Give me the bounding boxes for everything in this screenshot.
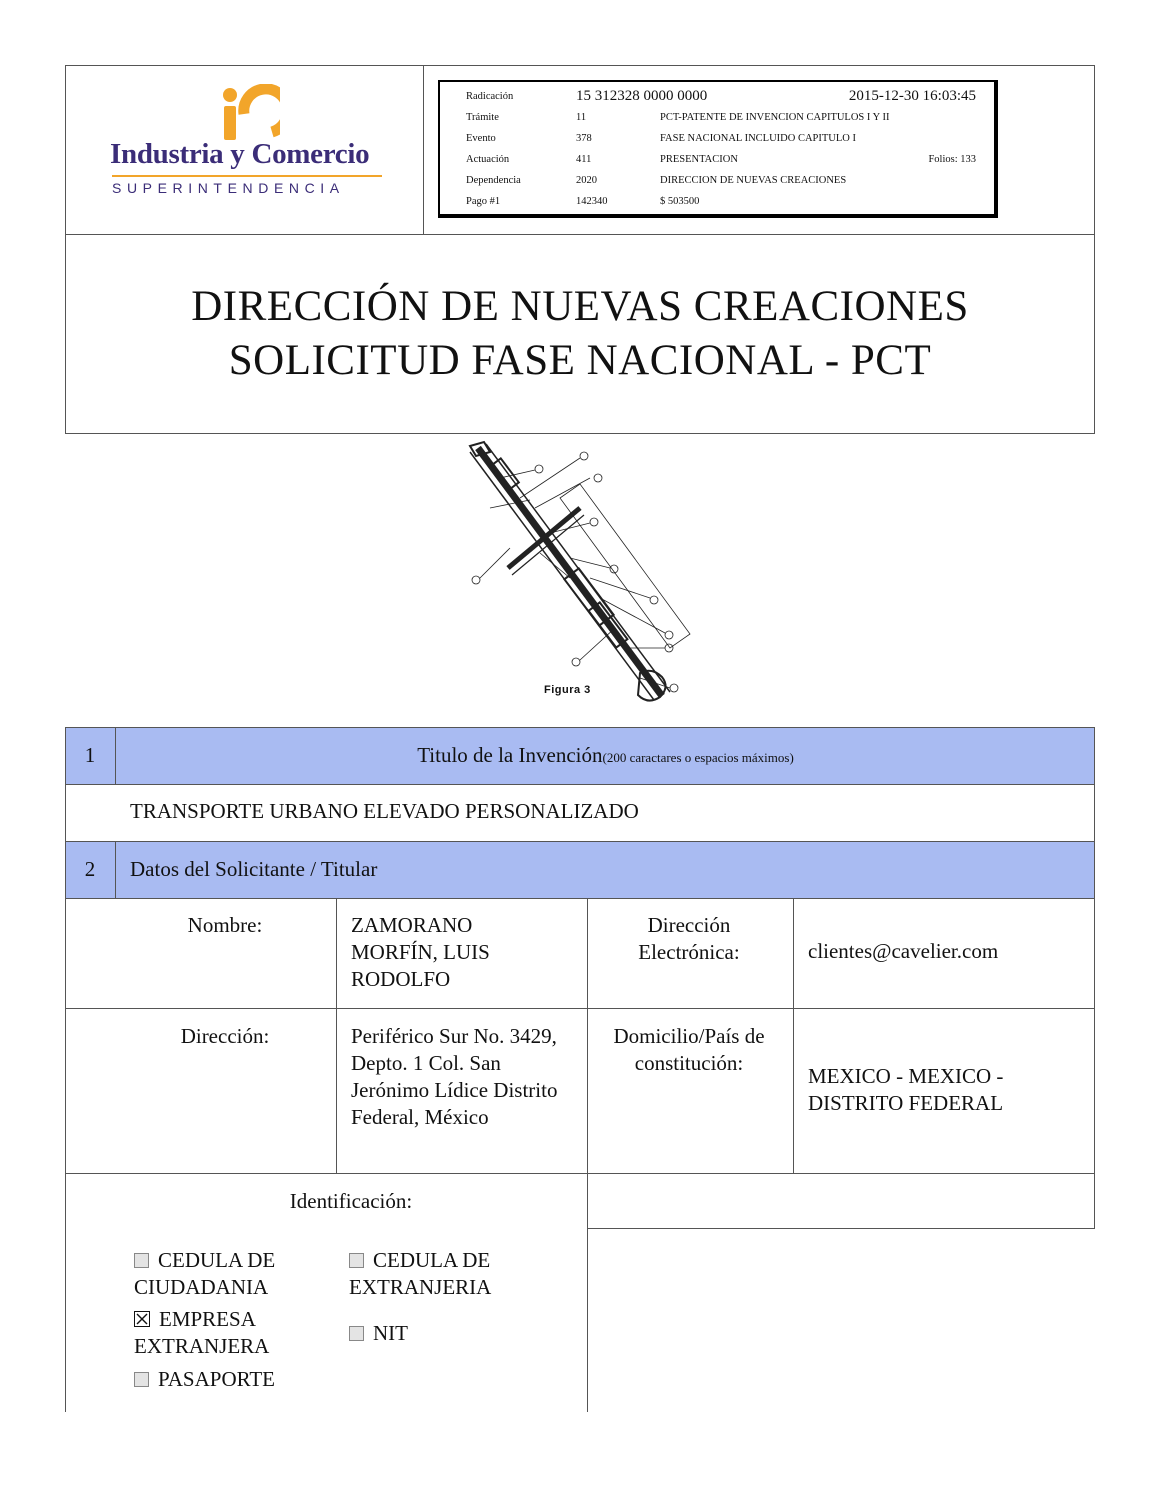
receipt-label: Pago #1 xyxy=(466,196,501,207)
option-cedula-ciudadania-label: CEDULA DE CIUDADANIA xyxy=(134,1248,276,1299)
receipt-row xyxy=(466,128,976,149)
option-pasaporte-label: PASAPORTE xyxy=(158,1367,276,1391)
direccion-value: Periférico Sur No. 3429, Depto. 1 Col. San Jerónimo Lídice Distrito Federal, México xyxy=(351,1024,558,1129)
figure-caption: Figura 3 xyxy=(544,684,591,696)
radicacion-receipt xyxy=(438,80,998,218)
checkbox-empresa-extranjera-checked-icon[interactable] xyxy=(134,1311,150,1327)
receipt-code: 142340 xyxy=(576,196,608,207)
section-2-number: 2 xyxy=(84,857,96,881)
patent-figure xyxy=(440,438,720,713)
checkbox-pasaporte[interactable] xyxy=(134,1372,149,1387)
option-cedula-extranjeria-label: CEDULA DE EXTRANJERIA xyxy=(349,1248,492,1299)
section-1-title xyxy=(116,742,1095,771)
identificacion-right-cell xyxy=(588,1174,1095,1229)
option-nit[interactable] xyxy=(349,1320,549,1347)
receipt-row xyxy=(466,107,976,128)
receipt-code: 15 312328 0000 0000 xyxy=(576,88,708,104)
option-cedula-extranjeria[interactable] xyxy=(349,1247,549,1301)
receipt-row xyxy=(466,86,976,107)
option-nit-label: NIT xyxy=(373,1321,408,1345)
section-2-title: Datos del Solicitante / Titular xyxy=(130,857,378,881)
receipt-label: Actuación xyxy=(466,154,510,165)
ic-logo-icon xyxy=(210,84,280,142)
receipt-label: Evento xyxy=(466,133,496,144)
elevated-transport-drawing xyxy=(440,438,720,713)
nombre-label: Nombre: xyxy=(187,913,263,937)
checkbox-cedula-ciudadania[interactable] xyxy=(134,1253,149,1268)
checkbox-nit[interactable] xyxy=(349,1326,364,1341)
receipt-extra: Folios: 133 xyxy=(928,154,976,165)
receipt-label: Dependencia xyxy=(466,175,521,186)
receipt-row xyxy=(466,191,976,212)
title-line-1: DIRECCIÓN DE NUEVAS CREACIONES xyxy=(191,283,969,330)
receipt-code: 2020 xyxy=(576,175,597,186)
option-pasaporte[interactable] xyxy=(134,1366,334,1393)
receipt-code: 11 xyxy=(576,112,587,123)
logo-main-text: Industria y Comercio xyxy=(110,138,370,170)
identificacion-label: Identificación: xyxy=(289,1189,413,1213)
receipt-desc: PRESENTACION xyxy=(660,154,738,165)
title-line-2: SOLICITUD FASE NACIONAL - PCT xyxy=(228,337,932,384)
invention-title-value: TRANSPORTE URBANO ELEVADO PERSONALIZADO xyxy=(130,799,639,823)
domicilio-label: Domicilio/País de constitución: xyxy=(613,1024,765,1075)
checkbox-cedula-extranjeria[interactable] xyxy=(349,1253,364,1268)
email-value: clientes@cavelier.com xyxy=(808,939,999,963)
receipt-row xyxy=(466,149,976,170)
receipt-label: Radicación xyxy=(466,91,514,102)
receipt-desc: PCT-PATENTE DE INVENCION CAPITULOS I Y II xyxy=(660,112,890,123)
email-label: Dirección Electrónica: xyxy=(638,913,740,964)
receipt-desc: FASE NACIONAL INCLUIDO CAPITULO I xyxy=(660,133,856,144)
option-empresa-extranjera-label: EMPRESA EXTRANJERA xyxy=(134,1307,270,1358)
section-1-title-note: (200 caractares o espacios máximos) xyxy=(602,750,794,765)
nombre-value: ZAMORANO MORFÍN, LUIS RODOLFO xyxy=(351,913,490,991)
direccion-label: Dirección: xyxy=(180,1024,270,1048)
option-empresa-extranjera[interactable] xyxy=(134,1306,334,1360)
receipt-desc: DIRECCION DE NUEVAS CREACIONES xyxy=(660,175,847,186)
section-1-number: 1 xyxy=(84,743,96,767)
document-title xyxy=(65,280,1095,388)
receipt-code: 411 xyxy=(576,154,592,165)
domicilio-value: MEXICO - MEXICO - DISTRITO FEDERAL xyxy=(808,1064,1004,1115)
receipt-desc: $ 503500 xyxy=(660,196,700,207)
option-cedula-ciudadania[interactable] xyxy=(134,1247,334,1301)
receipt-label: Trámite xyxy=(466,112,499,123)
section-1-title-text: Titulo de la Invención xyxy=(417,743,603,767)
logo-divider xyxy=(112,175,382,177)
receipt-row xyxy=(466,170,976,191)
sic-logo xyxy=(102,84,384,204)
logo-sub-text: SUPERINTENDENCIA xyxy=(112,180,345,196)
receipt-extra: 2015-12-30 16:03:45 xyxy=(848,88,976,104)
receipt-code: 378 xyxy=(576,133,592,144)
